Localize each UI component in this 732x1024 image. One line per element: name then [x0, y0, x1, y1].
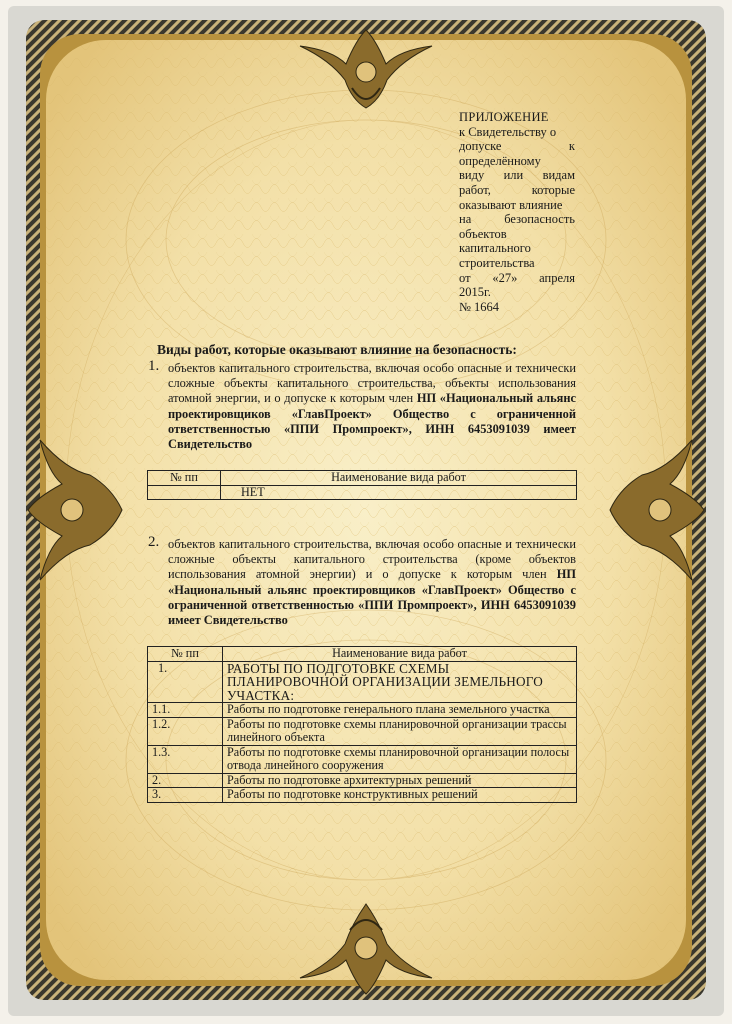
- table-row: [148, 703, 577, 718]
- section-2: [148, 534, 576, 628]
- works-table-1: [147, 470, 577, 500]
- table-row: [148, 661, 577, 703]
- section-text-plain: объектов капитального строительства, включая особо опасные и технически сложные объекты капитального строительства, объекты использования атомной энергии, и о допуске к которым член: [168, 361, 576, 406]
- appendix-line: допуске к: [459, 139, 575, 154]
- appendix-line: определённому: [459, 153, 541, 168]
- works-heading: Виды работ, которые оказывают влияние на безопасность:: [157, 342, 517, 357]
- appendix-line: объектов: [459, 226, 507, 241]
- table-row: [148, 745, 577, 773]
- row-num: 1.2.: [148, 717, 223, 745]
- appendix-title: ПРИЛОЖЕНИЕ: [459, 110, 549, 124]
- appendix-line: к Свидетельству о: [459, 124, 557, 139]
- row-name: Работы по подготовке конструктивных решений: [223, 788, 577, 803]
- row-name: Работы по подготовке генерального плана земельного участка: [223, 703, 577, 718]
- table-row: [148, 773, 577, 788]
- table-header-row: [148, 647, 577, 662]
- appendix-line: работ, которые: [459, 182, 575, 197]
- row-name: Работы по подготовке схемы планировочной организации трассы линейного объекта: [223, 717, 577, 745]
- row-name: Работы по подготовке архитектурных решений: [223, 773, 577, 788]
- row-num: 1.3.: [148, 745, 223, 773]
- col-num-header: № пп: [148, 471, 221, 486]
- appendix-line: № 1664: [459, 299, 500, 314]
- row-name: НЕТ: [221, 485, 577, 500]
- appendix-line: виду или видам: [459, 168, 575, 183]
- appendix-line: на безопасность: [459, 212, 575, 227]
- appendix-line: 2015г.: [459, 285, 491, 300]
- appendix-line: от «27» апреля: [459, 270, 575, 285]
- section-number: 2.: [148, 534, 160, 550]
- row-num: 1.: [148, 661, 223, 703]
- col-name-header: Наименование вида работ: [221, 471, 577, 486]
- row-name: РАБОТЫ ПО ПОДГОТОВКЕ СХЕМЫ ПЛАНИРОВОЧНОЙ ОРГАНИЗАЦИИ ЗЕМЕЛЬНОГО УЧАСТКА:: [223, 661, 577, 703]
- row-num: [148, 485, 221, 500]
- row-num: 1.1.: [148, 703, 223, 718]
- table-header-row: [148, 471, 577, 486]
- table-row: [148, 788, 577, 803]
- col-name-header: Наименование вида работ: [223, 647, 577, 662]
- row-num: 2.: [148, 773, 223, 788]
- appendix-line: оказывают влияние: [459, 197, 563, 212]
- section-text: [168, 537, 576, 628]
- table-row: [148, 717, 577, 745]
- row-name: Работы по подготовке схемы планировочной организации полосы отвода линейного сооружения: [223, 745, 577, 773]
- works-table-2: [147, 646, 577, 803]
- appendix-block: [459, 110, 575, 314]
- appendix-line: капитального: [459, 241, 531, 256]
- section-text-bold: НП «Национальный альянс проектировщиков «ГлавПроект» Общество с ограниченной ответственностью «ППИ Промпроект», ИНН 6453091039 имеет Свидетельство: [168, 567, 576, 628]
- section-text: [168, 361, 576, 452]
- section-number: 1.: [148, 358, 160, 374]
- row-num: 3.: [148, 788, 223, 803]
- col-num-header: № пп: [148, 647, 223, 662]
- section-text-bold: НП «Национальный альянс проектировщиков «ГлавПроект» Общество с ограниченной ответственностью «ППИ Промпроект», ИНН 6453091039 имеет Свидетельство: [168, 391, 576, 452]
- section-1: [148, 358, 576, 452]
- table-row: [148, 485, 577, 500]
- section-text-plain: объектов капитального строительства, включая особо опасные и технически сложные объекты капитального строительства (кроме объектов использования атомной энергии) и о допуске к которым член: [168, 537, 576, 582]
- appendix-line: строительства: [459, 255, 535, 270]
